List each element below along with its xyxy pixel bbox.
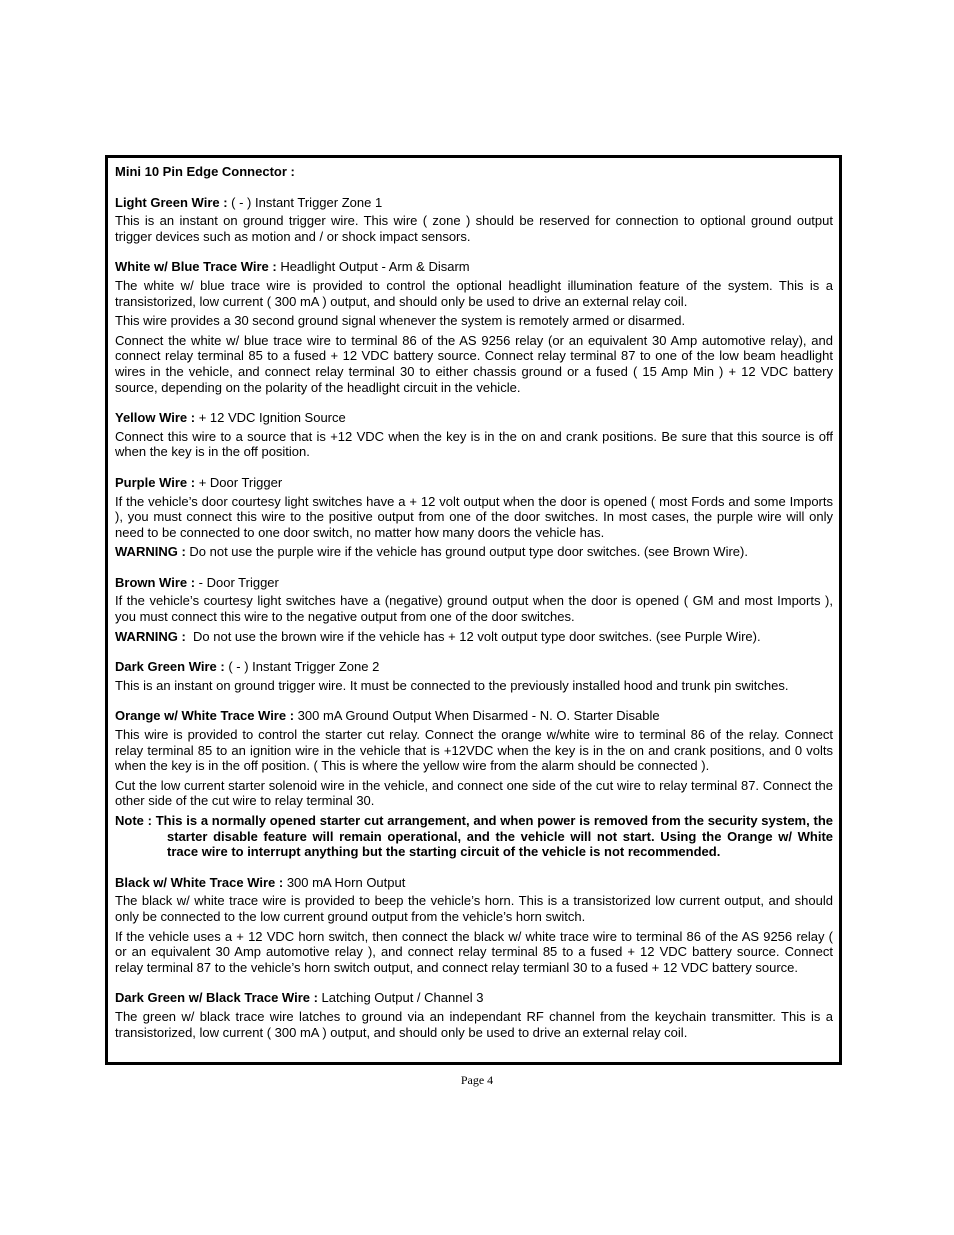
section-header: Mini 10 Pin Edge Connector : xyxy=(115,164,295,179)
note: Note : This is a normally opened starter cut arrangement, and when power is removed from the security system, the starter disable feature will remain operational, and the vehicle will not start. Using the Orange w/ White trace wire to interrupt anything but the starting circuit of the vehicle is not recommended. xyxy=(115,813,833,860)
page-number: Page 4 xyxy=(460,1073,494,1087)
paragraph: Cut the low current starter solenoid wire in the vehicle, and connect one side of the cut wire to relay terminal 87. Connect the other side of the cut wire to relay terminal 30. xyxy=(115,777,833,809)
warning-label: WARNING : xyxy=(115,628,186,644)
paragraph: Connect this wire to a source that is +12 VDC when the key is in the on and crank positions. Be sure that this source is off when the key is in the off position. xyxy=(115,428,833,460)
paragraph: If the vehicle’s door courtesy light switches have a + 12 volt output when the door is opened ( most Fords and some Imports ), you must connect this wire to the positive output from one of the door switches. In most cases, the purple wire will only need to be connected to one door switch, no matter how many doors the vehicle has. xyxy=(115,493,833,540)
wire-function: ( - ) Instant Trigger Zone 2 xyxy=(224,659,380,675)
paragraph: If the vehicle uses a + 12 VDC horn switch, then connect the black w/ white trace wire to terminal 86 of the AS 9256 relay ( or an equivalent 30 Amp automotive relay ), and connect relay terminal 85 to a fused + 12 VDC battery source. Connect relay terminal 87 to the vehicle’s horn switch output, and connect relay termianl 30 to a fused + 12 VDC battery source. xyxy=(115,928,833,975)
wire-heading xyxy=(115,659,833,675)
wire-heading xyxy=(115,195,833,211)
warning-text: Do not use the brown wire if the vehicle has + 12 volt output type door switches. (see Purple Wire). xyxy=(185,628,761,644)
wire-function: Latching Output / Channel 3 xyxy=(317,990,484,1006)
paragraph: This is an instant on ground trigger wire. This wire ( zone ) should be reserved for connection to optional ground output trigger devices such as motion and / or shock impact sensors. xyxy=(115,213,833,244)
wire-heading xyxy=(115,990,833,1006)
warning-text: Do not use the purple wire if the vehicle has ground output type door switches. (see Brown Wire). xyxy=(185,544,748,560)
wire-function: 300 mA Horn Output xyxy=(283,874,406,890)
wire-heading xyxy=(115,708,833,724)
paragraph: This wire provides a 30 second ground signal whenever the system is remotely armed or disarmed. xyxy=(115,313,686,329)
wire-label: Light Green Wire : xyxy=(115,194,228,210)
paragraph: This is an instant on ground trigger wire. It must be connected to the previously installed hood and trunk pin switches. xyxy=(115,677,789,693)
wire-function: + 12 VDC Ignition Source xyxy=(195,410,346,426)
content-frame xyxy=(105,155,842,1065)
wire-function: + Door Trigger xyxy=(195,474,283,490)
wire-heading xyxy=(115,575,833,591)
warning xyxy=(115,544,833,560)
wire-function: 300 mA Ground Output When Disarmed - N. O. Starter Disable xyxy=(294,708,660,724)
paragraph: Connect the white w/ blue trace wire to terminal 86 of the AS 9256 relay (or an equivalent 30 Amp automotive relay), and connect relay terminal 85 to a fused + 12 VDC battery source. Connect relay terminal 87 to one of the low beam headlight wires in the vehicle, and connect relay terminal 30 to either chassis ground or a fused ( 15 Amp Min ) + 12 VDC battery source, depending on the polarity of the headlight circuit in the vehicle. xyxy=(115,332,833,395)
wire-function: - Door Trigger xyxy=(195,574,279,590)
wire-label: Brown Wire : xyxy=(115,574,196,590)
paragraph: If the vehicle’s courtesy light switches have a (negative) ground output when the door is opened ( GM and most Imports ), you must connect this wire to the negative output from one of the door switches. xyxy=(115,593,833,625)
paragraph: The black w/ white trace wire is provided to beep the vehicle’s horn. This is a transistorized low current output, and should only be connected to the low current ground output from the vehicle’s horn switch. xyxy=(115,893,833,924)
paragraph: The white w/ blue trace wire is provided to control the optional headlight illumination feature of the system. This is a transistorized, low current ( 300 mA ) output, and should only be used to drive an external relay coil. xyxy=(115,277,833,309)
paragraph: This wire is provided to control the starter cut relay. Connect the orange w/white wire to terminal 86 of the relay. Connect relay terminal 85 to an ignition wire in the vehicle that is +12VDC when the key is in the on and crank positions, and 0 volts when the key is in the off position. ( This is where the yellow wire from the alarm should be connected ). xyxy=(115,727,833,774)
wire-function: Headlight Output - Arm & Disarm xyxy=(276,259,470,275)
wire-label: White w/ Blue Trace Wire : xyxy=(115,259,277,275)
wire-label: Purple Wire : xyxy=(115,474,196,490)
wire-heading xyxy=(115,410,833,426)
wire-heading xyxy=(115,875,833,891)
wire-label: Black w/ White Trace Wire : xyxy=(115,874,284,890)
wire-label: Dark Green Wire : xyxy=(115,659,225,675)
wire-function: ( - ) Instant Trigger Zone 1 xyxy=(227,194,383,210)
wire-label: Orange w/ White Trace Wire : xyxy=(115,708,295,724)
warning-label: WARNING : xyxy=(115,544,186,560)
wire-label: Yellow Wire : xyxy=(115,410,196,426)
warning xyxy=(115,629,833,645)
paragraph: The green w/ black trace wire latches to ground via an independant RF channel from the keychain transmitter. This is a transistorized, low current ( 300 mA ) output, and should only be used to drive an external relay coil. xyxy=(115,1008,833,1040)
content-body xyxy=(115,164,833,1044)
wire-label: Dark Green w/ Black Trace Wire : xyxy=(115,990,318,1006)
wire-heading xyxy=(115,259,833,275)
wire-heading xyxy=(115,475,833,491)
